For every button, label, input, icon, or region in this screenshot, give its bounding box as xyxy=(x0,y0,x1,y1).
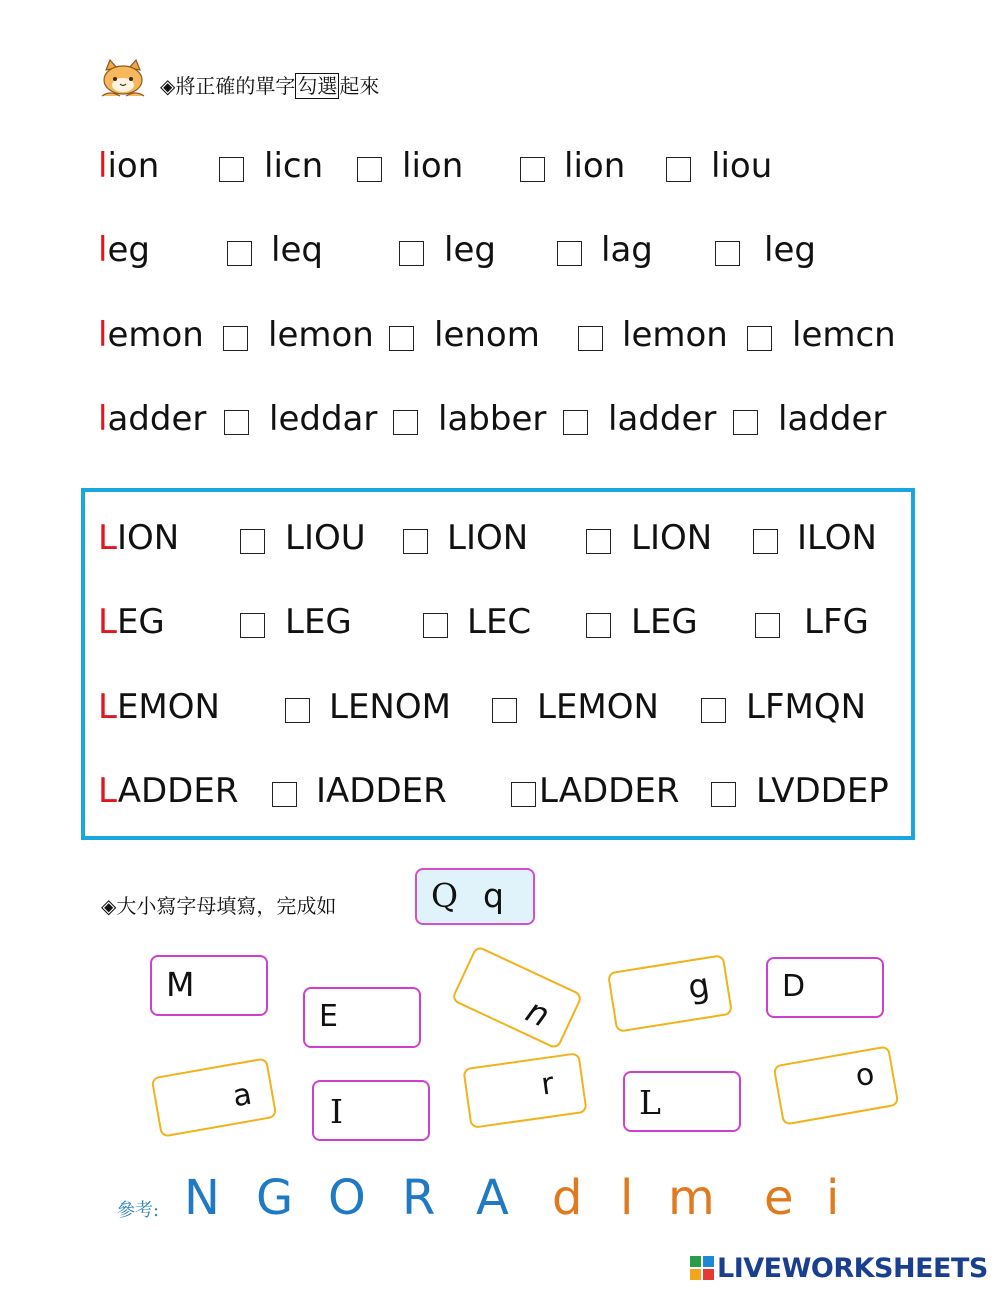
option-word: lenom xyxy=(434,315,540,355)
instruction-text: ◈將正確的單字 xyxy=(160,74,296,98)
option-word: lemon xyxy=(268,315,374,355)
card-letter: a xyxy=(230,1076,255,1115)
option-checkbox[interactable] xyxy=(219,157,244,182)
target-word xyxy=(98,687,220,727)
letter-card[interactable] xyxy=(623,1071,741,1132)
liveworksheets-logo[interactable] xyxy=(690,1253,988,1284)
target-rest: ADDER xyxy=(117,771,239,811)
option-word: LADDER xyxy=(539,771,680,811)
instruction-boxed-word: 勾選 xyxy=(297,74,338,98)
letter-card[interactable] xyxy=(451,945,584,1050)
option-word: ILON xyxy=(797,518,877,558)
letter-card[interactable] xyxy=(766,957,884,1018)
sample-lower: q xyxy=(483,876,504,915)
target-first-letter: l xyxy=(98,230,108,270)
letter-card[interactable] xyxy=(773,1045,900,1126)
letter-card[interactable] xyxy=(312,1080,430,1141)
option-checkbox[interactable] xyxy=(389,326,414,351)
option-checkbox[interactable] xyxy=(578,326,603,351)
target-word xyxy=(98,771,239,811)
card-letter: o xyxy=(852,1056,877,1095)
target-first-letter: L xyxy=(98,687,117,727)
option-word: labber xyxy=(438,399,547,439)
option-checkbox[interactable] xyxy=(399,241,424,266)
letter-card[interactable] xyxy=(303,987,421,1048)
option-checkbox[interactable] xyxy=(563,410,588,435)
cat-icon xyxy=(100,58,146,98)
option-word: LFMQN xyxy=(746,687,867,727)
option-checkbox[interactable] xyxy=(223,326,248,351)
card-letter: M xyxy=(166,965,195,1004)
target-word xyxy=(98,146,160,186)
card-letter: g xyxy=(685,965,713,1007)
target-first-letter: L xyxy=(98,771,118,811)
option-word: ladder xyxy=(608,399,717,439)
option-word: LION xyxy=(447,518,529,558)
option-checkbox[interactable] xyxy=(240,529,265,554)
card-letter: I xyxy=(330,1092,344,1131)
option-checkbox[interactable] xyxy=(753,529,778,554)
target-rest: EMON xyxy=(116,687,220,727)
reference-letter: O xyxy=(328,1170,366,1226)
option-checkbox[interactable] xyxy=(715,241,740,266)
sample-card xyxy=(415,868,535,925)
target-rest: adder xyxy=(107,399,207,439)
option-word: LFG xyxy=(804,602,869,642)
reference-letter: R xyxy=(402,1170,436,1226)
card-letter: r xyxy=(538,1066,557,1103)
option-checkbox[interactable] xyxy=(272,782,297,807)
option-word: liou xyxy=(711,146,773,186)
target-word xyxy=(98,602,165,642)
target-word xyxy=(98,315,204,355)
reference-letter: N xyxy=(184,1170,220,1226)
option-checkbox[interactable] xyxy=(586,613,611,638)
reference-letter: i xyxy=(826,1170,840,1226)
option-checkbox[interactable] xyxy=(423,613,448,638)
option-checkbox[interactable] xyxy=(733,410,758,435)
option-checkbox[interactable] xyxy=(666,157,691,182)
option-checkbox[interactable] xyxy=(403,529,428,554)
liveworksheets-logo-icon xyxy=(690,1256,714,1280)
reference-letter: e xyxy=(764,1170,794,1226)
option-checkbox[interactable] xyxy=(224,410,249,435)
instruction xyxy=(160,70,379,99)
reference-letter: m xyxy=(668,1170,715,1226)
option-checkbox[interactable] xyxy=(747,326,772,351)
reference-letter: l xyxy=(620,1170,634,1226)
option-word: LION xyxy=(631,518,713,558)
reference-label: 參考: xyxy=(117,1200,160,1221)
option-word: LEG xyxy=(285,602,352,642)
option-word: LENOM xyxy=(329,687,451,727)
section2-instruction: ◈大小寫字母填寫，完成如 xyxy=(101,894,337,918)
option-checkbox[interactable] xyxy=(586,529,611,554)
option-word: LEMON xyxy=(537,687,659,727)
option-word: leg xyxy=(444,230,496,270)
sample-upper: Q xyxy=(431,876,459,915)
option-word: leddar xyxy=(269,399,378,439)
card-letter: D xyxy=(782,969,806,1004)
option-word: LVDDEP xyxy=(756,771,889,811)
logo-text: LIVEWORKSHEETS xyxy=(717,1253,988,1284)
option-checkbox[interactable] xyxy=(511,782,536,807)
option-word: lion xyxy=(564,146,626,186)
option-word: ladder xyxy=(778,399,887,439)
target-first-letter: l xyxy=(98,315,108,355)
option-word: LIOU xyxy=(285,518,366,558)
option-checkbox[interactable] xyxy=(701,698,726,723)
target-rest: EG xyxy=(116,602,165,642)
option-word: lemcn xyxy=(792,315,896,355)
target-word xyxy=(98,518,180,558)
option-word: lag xyxy=(601,230,653,270)
option-checkbox[interactable] xyxy=(711,782,736,807)
target-first-letter: L xyxy=(98,602,117,642)
target-rest: ION xyxy=(116,518,180,558)
target-first-letter: l xyxy=(98,399,108,439)
reference-letter: A xyxy=(476,1170,509,1226)
option-word: IADDER xyxy=(316,771,447,811)
target-word xyxy=(98,399,207,439)
option-word: LEC xyxy=(467,602,532,642)
letter-card[interactable] xyxy=(462,1052,587,1129)
reference-letter: G xyxy=(256,1170,294,1226)
option-word: LEG xyxy=(631,602,698,642)
option-word: leq xyxy=(271,230,323,270)
card-letter: L xyxy=(639,1083,661,1122)
option-checkbox[interactable] xyxy=(393,410,418,435)
target-word xyxy=(98,230,150,270)
option-checkbox[interactable] xyxy=(240,613,265,638)
option-checkbox[interactable] xyxy=(285,698,310,723)
target-rest: emon xyxy=(107,315,204,355)
option-word: licn xyxy=(264,146,324,186)
option-word: leg xyxy=(764,230,816,270)
option-checkbox[interactable] xyxy=(227,241,252,266)
option-checkbox[interactable] xyxy=(492,698,517,723)
reference-letter: d xyxy=(552,1170,583,1226)
option-checkbox[interactable] xyxy=(357,157,382,182)
card-letter: E xyxy=(319,999,338,1034)
card-letter: n xyxy=(520,990,556,1035)
option-word: lion xyxy=(402,146,464,186)
letter-card[interactable] xyxy=(151,1057,278,1138)
target-first-letter: L xyxy=(98,518,117,558)
option-checkbox[interactable] xyxy=(755,613,780,638)
target-first-letter: l xyxy=(98,146,108,186)
instruction-text-end: 起來 xyxy=(339,74,380,98)
option-checkbox[interactable] xyxy=(520,157,545,182)
letter-card[interactable] xyxy=(150,955,268,1016)
option-word: lemon xyxy=(622,315,728,355)
letter-card[interactable] xyxy=(607,954,733,1033)
target-rest: ion xyxy=(107,146,160,186)
target-rest: eg xyxy=(107,230,150,270)
option-checkbox[interactable] xyxy=(557,241,582,266)
